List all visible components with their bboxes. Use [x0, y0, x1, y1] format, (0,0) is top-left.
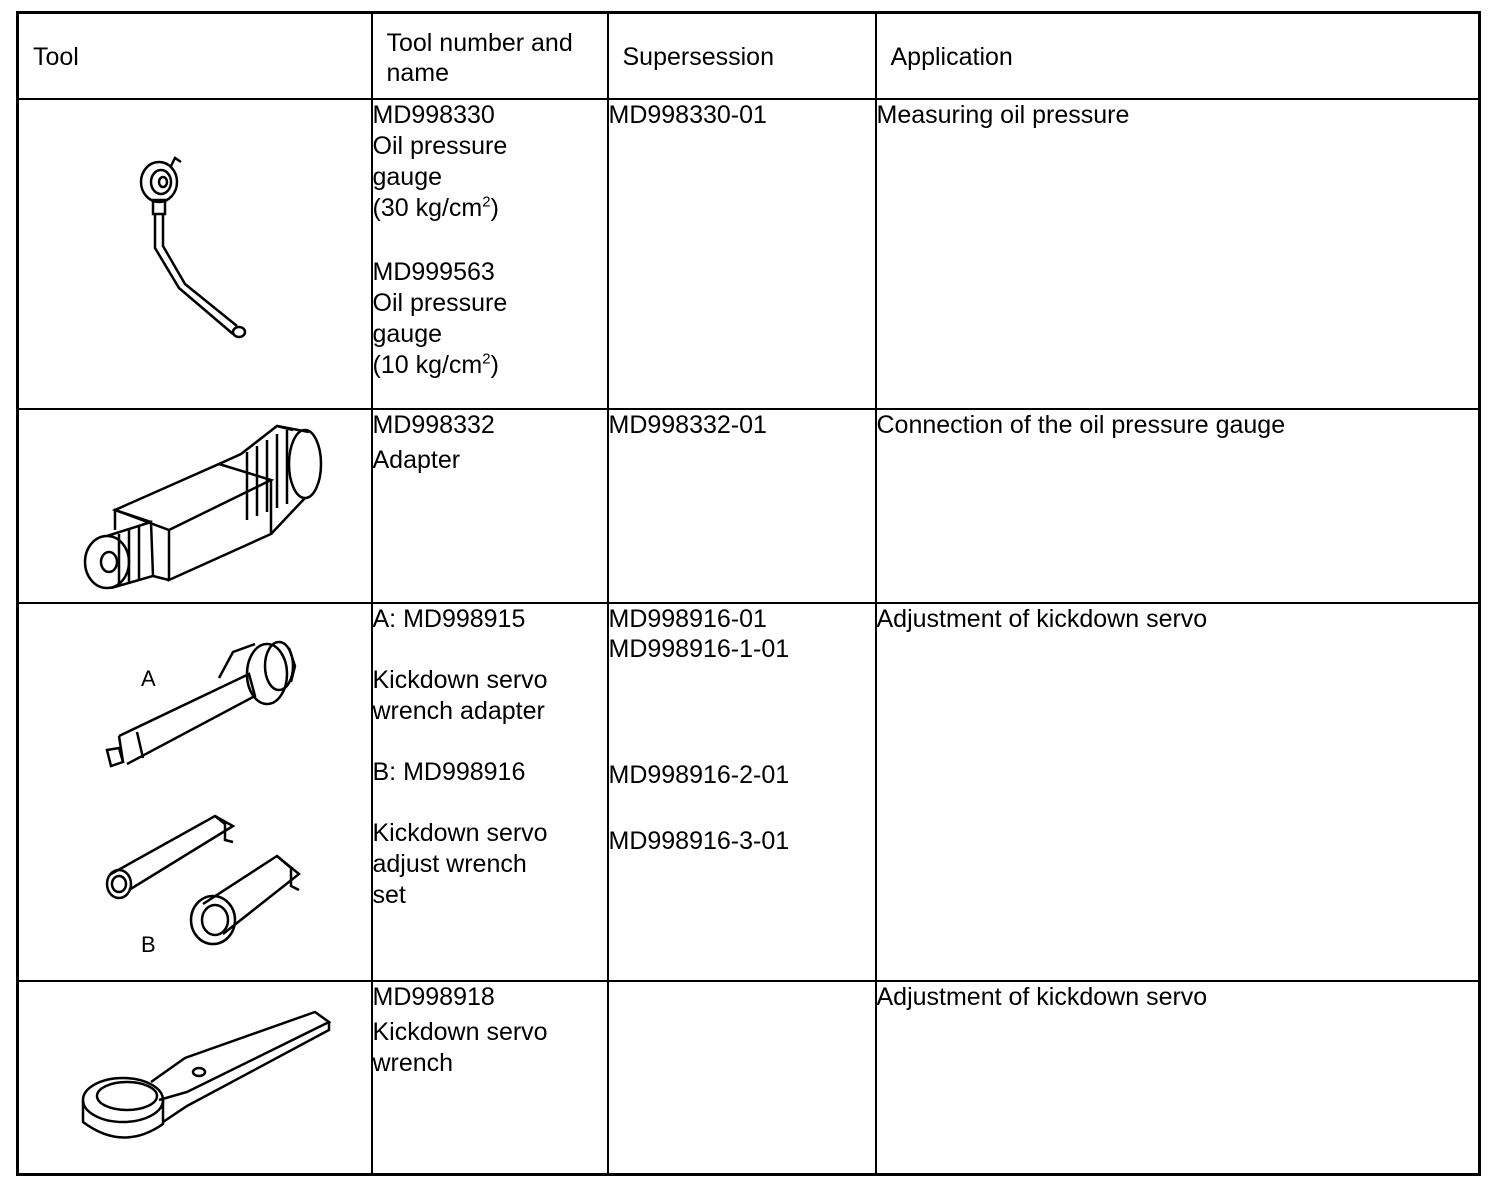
application-cell [876, 409, 1480, 603]
table-row [18, 409, 1480, 603]
application-text: Adjustment of kickdown servo [876, 982, 1208, 1011]
tool-number-cell [372, 99, 608, 409]
tool-name-line: adjust wrench [372, 849, 527, 878]
tool-image-cell [18, 99, 372, 409]
oil-pressure-gauge-icon [19, 100, 369, 406]
tool-image-cell [18, 981, 372, 1175]
supersession-number: MD998330-01 [608, 100, 767, 129]
supersession-number: MD998916-3-01 [608, 826, 790, 855]
kickdown-servo-wrench-set-icon [19, 604, 369, 978]
header-supersession: Supersession [608, 13, 876, 99]
adapter-icon [19, 410, 369, 600]
tool-image-cell [18, 603, 372, 981]
tool-name-line: gauge [372, 319, 443, 348]
table-row [18, 99, 1480, 409]
supersession-number: MD998916-01 [608, 604, 767, 633]
tool-name-line: wrench adapter [372, 696, 545, 725]
tool-name-line: Oil pressure [372, 131, 508, 160]
tool-image-cell [18, 409, 372, 603]
table-row [18, 981, 1480, 1175]
header-row [18, 13, 1480, 99]
tool-spec: (30 $kg/cm^2$) [372, 193, 499, 222]
tool-name-line: gauge [372, 162, 443, 191]
supersession-number: MD998916-1-01 [608, 634, 790, 663]
supersession-cell [608, 99, 876, 409]
part-label-b: B [141, 931, 156, 957]
tool-number: A: MD998915 [372, 604, 526, 633]
application-cell [876, 981, 1480, 1175]
kickdown-servo-wrench-icon [19, 982, 369, 1172]
application-cell [876, 99, 1480, 409]
tool-number: MD998332 [372, 410, 495, 439]
tool-name-line: wrench [372, 1048, 454, 1077]
supersession-number: MD998332-01 [608, 410, 767, 439]
application-text: Measuring oil pressure [876, 100, 1130, 129]
supersession-cell [608, 981, 876, 1175]
table-row [18, 603, 1480, 981]
tool-number-cell [372, 603, 608, 981]
tool-number: MD999563 [372, 257, 495, 286]
tool-name-line: Kickdown servo [372, 1017, 548, 1046]
header-tool-number-name: Tool number and name [372, 13, 608, 99]
tool-spec: (10 $kg/cm^2$) [372, 350, 499, 379]
tool-name-line: Adapter [372, 445, 461, 474]
part-label-a: A [141, 665, 156, 691]
tool-number-cell [372, 409, 608, 603]
tool-name-line: Kickdown servo [372, 818, 548, 847]
tool-number-cell [372, 981, 608, 1175]
application-cell [876, 603, 1480, 981]
tool-number: MD998330 [372, 100, 495, 129]
tool-name-line: Oil pressure [372, 288, 508, 317]
supersession-cell [608, 409, 876, 603]
tool-name-line: set [372, 880, 406, 909]
tool-number: MD998918 [372, 982, 495, 1011]
application-text: Connection of the oil pressure gauge [876, 410, 1286, 439]
supersession-number: MD998916-2-01 [608, 760, 790, 789]
tool-name-line: Kickdown servo [372, 665, 548, 694]
header-application: Application [876, 13, 1480, 99]
special-tools-table [16, 11, 1481, 1176]
supersession-cell [608, 603, 876, 981]
application-text: Adjustment of kickdown servo [876, 604, 1208, 633]
tool-number: B: MD998916 [372, 757, 526, 786]
header-tool: Tool [18, 13, 372, 99]
